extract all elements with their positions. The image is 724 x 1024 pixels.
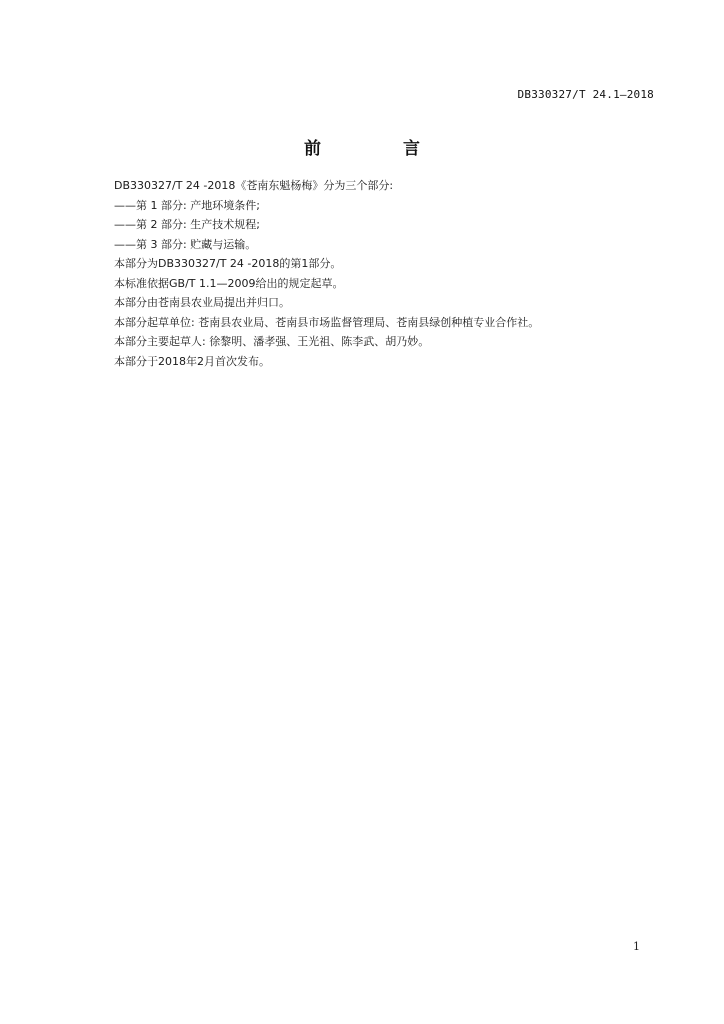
paragraph-series-intro: DB330327/T 24 -2018《苍南东魁杨梅》分为三个部分: [114,179,394,192]
paragraph-part-3: ——第 3 部分: 贮藏与运输。 [114,237,257,251]
paragraph-drafting-basis: 本标准依据GB/T 1.1—2009给出的规定起草。 [114,276,344,290]
paragraph-this-part: 本部分为DB330327/T 24 -2018的第1部分。 [114,257,342,270]
paragraph-drafters: 本部分主要起草人: 徐黎明、潘孝强、王光祖、陈李武、胡乃妙。 [114,335,430,348]
paragraph-first-release: 本部分于2018年2月首次发布。 [114,354,270,368]
page-number: 1 [633,940,640,953]
paragraph-proposer: 本部分由苍南县农业局提出并归口。 [114,296,290,309]
page-title: 前 言 [304,139,458,159]
paragraph-part-1: ——第 1 部分: 产地环境条件; [114,198,260,212]
paragraph-drafting-units: 本部分起草单位: 苍南县农业局、苍南县市场监督管理局、苍南县绿创种植专业合作社。 [114,315,540,329]
foreword-body [114,176,634,371]
paragraph-part-2: ——第 2 部分: 生产技术规程; [114,218,260,231]
document-code: DB330327/T 24.1—2018 [517,88,654,101]
